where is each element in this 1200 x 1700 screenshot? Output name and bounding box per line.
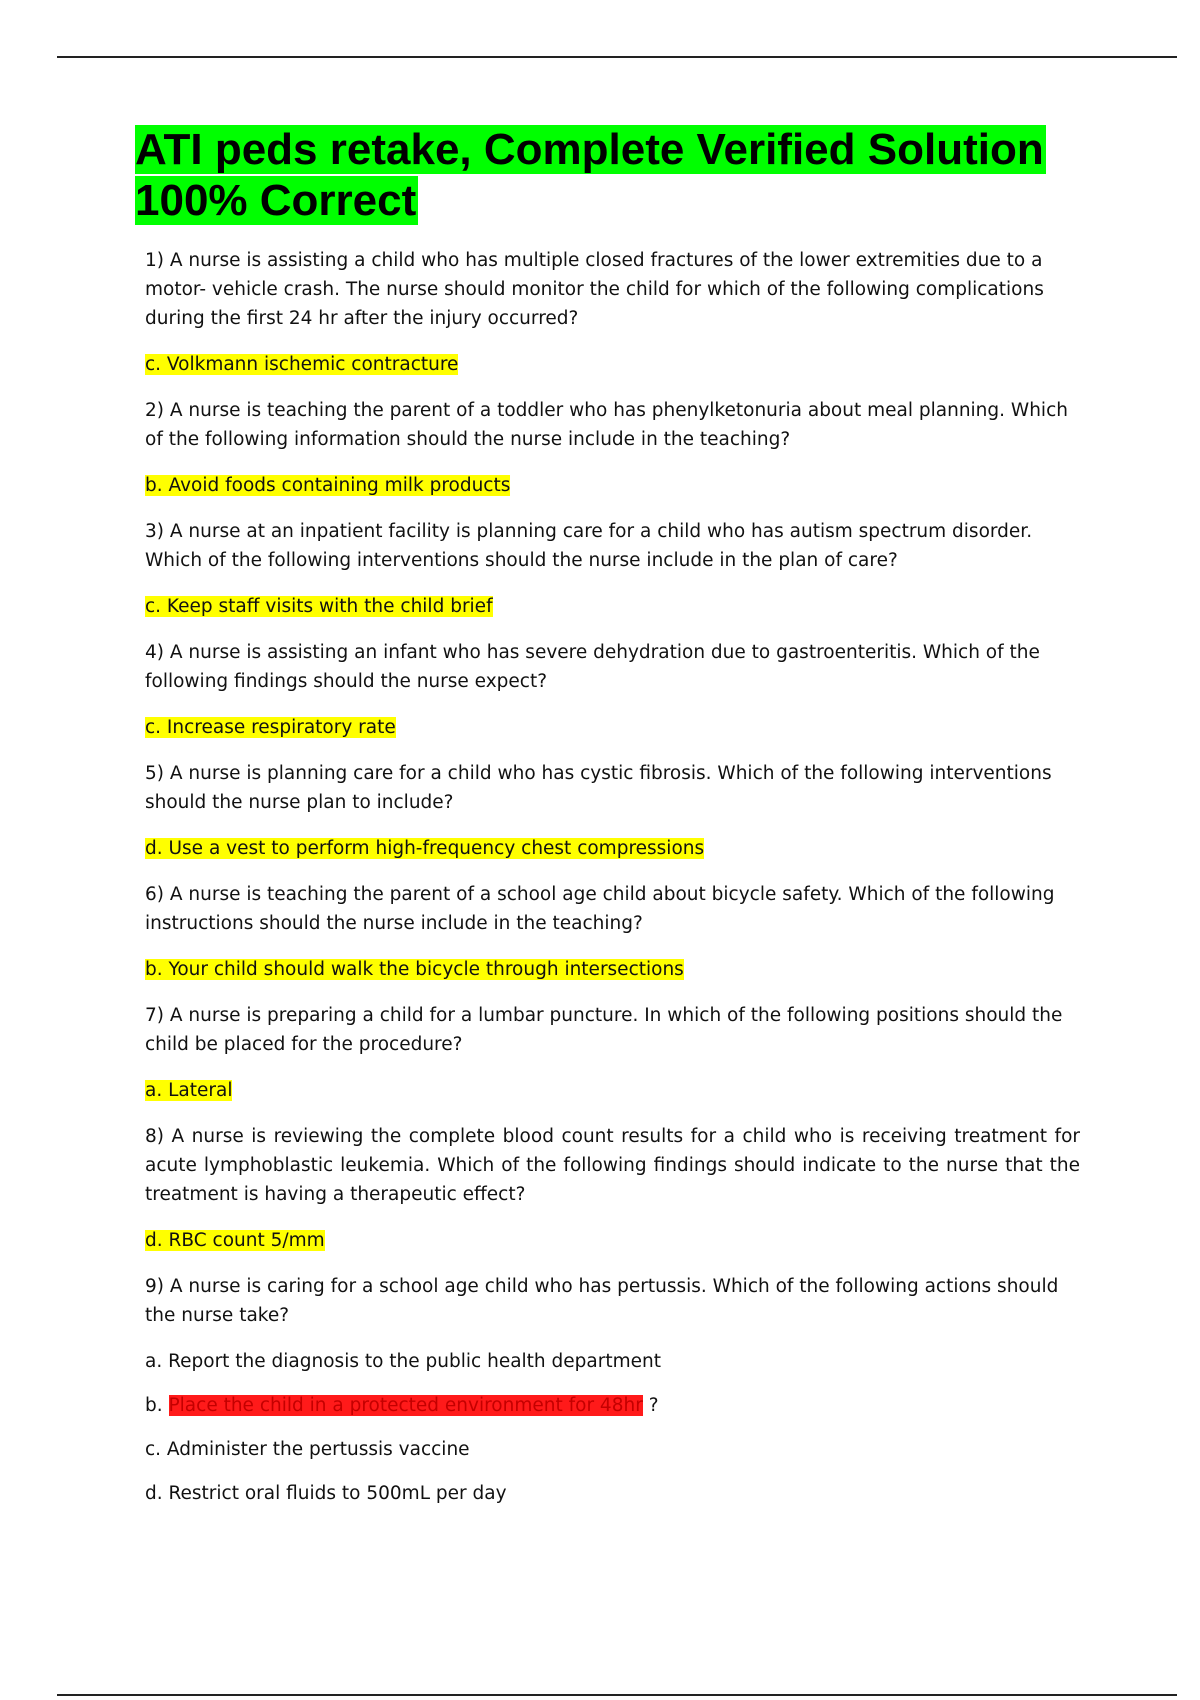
- question-text: 8) A nurse is reviewing the complete blood count results for a child who is receiving treatment for acute lymphoblastic leukemia. Which of the following findings should indicate to the nurse that the treatment is having a therapeutic effect?: [145, 1126, 1080, 1205]
- answer-highlight: c. Volkmann ischemic contracture: [145, 354, 459, 375]
- question-block-8: [145, 1122, 1080, 1255]
- title-highlight: ATI peds retake, Complete Verified Solution 100% Correct: [135, 125, 1044, 225]
- answer-line: [145, 1076, 1080, 1105]
- answer-highlight: d. Use a vest to perform high-frequency chest compressions: [145, 838, 705, 859]
- option-b-suffix: ?: [648, 1395, 659, 1416]
- question-text: 6) A nurse is teaching the parent of a school age child about bicycle safety. Which of the following instructions should the nurse include in the teaching?: [145, 884, 1055, 934]
- answer-highlight: d. RBC count 5/mm: [145, 1230, 325, 1251]
- question-text: 4) A nurse is assisting an infant who has severe dehydration due to gastroenteritis. Which of the following findings should the nurse expect?: [145, 642, 1040, 692]
- option-c: c. Administer the pertussis vaccine: [145, 1439, 470, 1460]
- question-block-6: [145, 880, 1080, 984]
- question-text: 9) A nurse is caring for a school age child who has pertussis. Which of the following actions should the nurse take?: [145, 1276, 1059, 1326]
- document-title: [135, 124, 1075, 226]
- answer-line: [145, 955, 1080, 984]
- answer-line: [145, 350, 1080, 379]
- option-b: [145, 1391, 1080, 1420]
- answer-highlight: b. Avoid foods containing milk products: [145, 475, 511, 496]
- question-text: 2) A nurse is teaching the parent of a toddler who has phenylketonuria about meal planning. Which of the following information should the nurse include in the teaching?: [145, 400, 1068, 450]
- question-block-4: [145, 638, 1080, 742]
- question-block-9: [145, 1272, 1080, 1508]
- question-block-2: [145, 396, 1080, 500]
- header-rule: [57, 56, 1177, 58]
- answer-line: [145, 834, 1080, 863]
- answer-highlight: c. Increase respiratory rate: [145, 717, 396, 738]
- answer-line: [145, 713, 1080, 742]
- option-d: d. Restrict oral fluids to 500mL per day: [145, 1483, 507, 1504]
- question-text: 5) A nurse is planning care for a child who has cystic fibrosis. Which of the following interventions should the nurse plan to include?: [145, 763, 1052, 813]
- footer-rule: [57, 1694, 1177, 1696]
- question-text: 3) A nurse at an inpatient facility is planning care for a child who has autism spectrum disorder. Which of the following interventions should the nurse include in the plan of care?: [145, 521, 1033, 571]
- question-block-5: [145, 759, 1080, 863]
- question-text: 1) A nurse is assisting a child who has multiple closed fractures of the lower extremities due to a motor- vehicle crash. The nurse should monitor the child for which of the following complications during the first 24 hr after the injury occurred?: [145, 250, 1044, 329]
- question-text: 7) A nurse is preparing a child for a lumbar puncture. In which of the following positions should the child be placed for the procedure?: [145, 1005, 1063, 1055]
- answer-line: [145, 592, 1080, 621]
- answer-highlight: c. Keep staff visits with the child brief: [145, 596, 493, 617]
- answer-line: [145, 1226, 1080, 1255]
- option-b-prefix: b.: [145, 1395, 163, 1416]
- answer-highlight: b. Your child should walk the bicycle through intersections: [145, 959, 684, 980]
- question-block-1: [145, 246, 1080, 379]
- question-block-3: [145, 517, 1080, 621]
- option-a: a. Report the diagnosis to the public health department: [145, 1351, 661, 1372]
- answer-line: [145, 471, 1080, 500]
- question-block-7: [145, 1001, 1080, 1105]
- answer-highlight: a. Lateral: [145, 1080, 233, 1101]
- document-body: [145, 246, 1080, 1523]
- option-b-highlight: Place the child in a protected environment for 48hr: [168, 1395, 643, 1416]
